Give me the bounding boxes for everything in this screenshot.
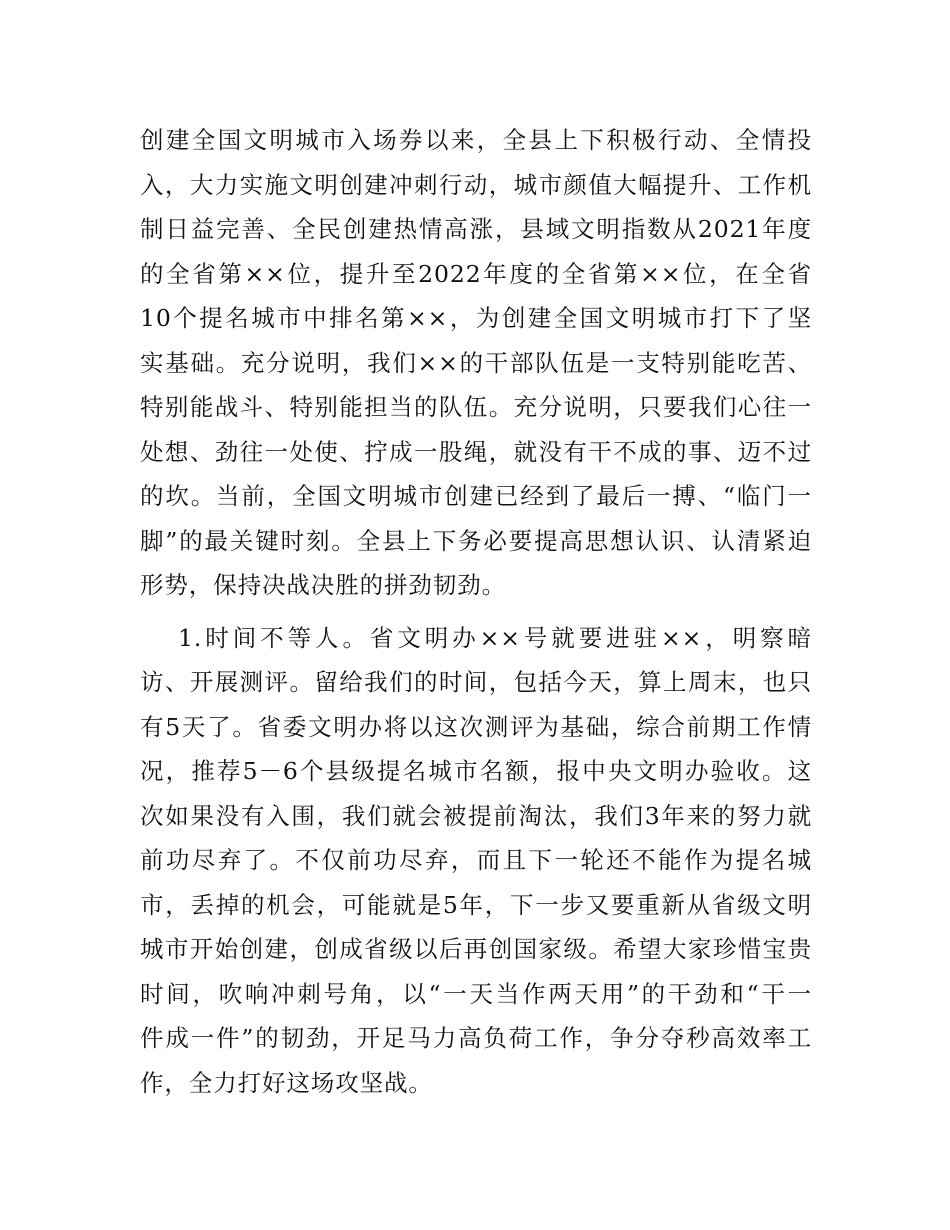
paragraph-1-line: 实基础。充分说明，我们××的干部队伍是一支特别能吃苦、 bbox=[140, 348, 812, 377]
paragraph-1-line: 处想、劲往一处使、拧成一股绳，就没有干不成的事、迈不过 bbox=[140, 437, 812, 466]
paragraph-2-line: 件成一件”的韧劲，开足马力高负荷工作，争分夺秒高效率工 bbox=[140, 1024, 812, 1052]
paragraph-2-line: 次如果没有入围，我们就会被提前淘汰，我们3年来的努力就 bbox=[140, 801, 812, 830]
paragraph-2-line: 市，丢掉的机会，可能就是5年，下一步又要重新从省级文明 bbox=[140, 890, 812, 919]
paragraph-1-line: 制日益完善、全民创建热情高涨，县域文明指数从2021年度 bbox=[140, 215, 812, 243]
paragraph-2-line: 时间，吹响冲刺号角，以“一天当作两天用”的干劲和“干一 bbox=[140, 979, 812, 1008]
paragraph-1-line: 形势，保持决战决胜的拼劲韧劲。 bbox=[140, 571, 506, 599]
paragraph-2-line: 况，推荐5－6个县级提名城市名额，报中央文明办验收。这 bbox=[140, 757, 812, 785]
paragraph-2-line: 城市开始创建，创成省级以后再创国家级。希望大家珍惜宝贵 bbox=[140, 935, 812, 963]
paragraph-2-line: 前功尽弃了。不仅前功尽弃，而且下一轮还不能作为提名城 bbox=[140, 846, 812, 874]
paragraph-2 bbox=[140, 616, 812, 1106]
paragraph-1-line: 的全省第××位，提升至2022年度的全省第××位，在全省 bbox=[140, 259, 812, 288]
paragraph-2-line: 访、开展测评。留给我们的时间，包括今天，算上周末，也只 bbox=[140, 668, 812, 696]
paragraph-1-line: 入，大力实施文明创建冲刺行动，城市颜值大幅提升、工作机 bbox=[140, 170, 812, 199]
paragraph-1-line: 特别能战斗、特别能担当的队伍。充分说明，只要我们心往一 bbox=[140, 393, 812, 421]
paragraph-2-line: 作，全力打好这场攻坚战。 bbox=[140, 1068, 433, 1097]
paragraph-1-line: 脚”的最关键时刻。全县上下务必要提高思想认识、认清紧迫 bbox=[140, 526, 812, 555]
paragraph-1-line: 创建全国文明城市入场券以来，全县上下积极行动、全情投 bbox=[140, 126, 812, 154]
paragraph-2-line: 有5天了。省委文明办将以这次测评为基础，综合前期工作情 bbox=[140, 712, 812, 741]
document-body bbox=[140, 118, 812, 1105]
paragraph-1-line: 10个提名城市中排名第××，为创建全国文明城市打下了坚 bbox=[140, 304, 812, 332]
paragraph-2-line: 1.时间不等人。省文明办××号就要进驻××，明察暗 bbox=[178, 623, 812, 652]
paragraph-1-line: 的坎。当前，全国文明城市创建已经到了最后一搏、“临门一 bbox=[140, 482, 812, 510]
paragraph-1 bbox=[140, 118, 812, 608]
